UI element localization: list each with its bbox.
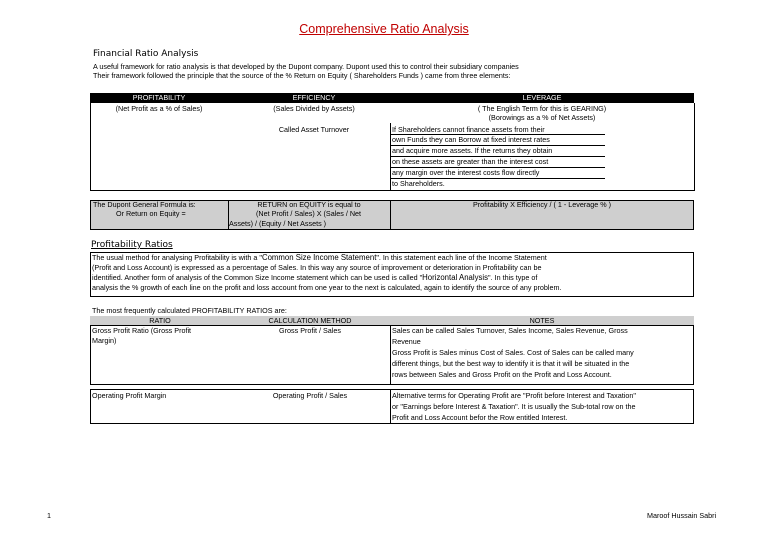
leverage-definition: (Borowings as a % of Net Assets)	[488, 113, 596, 122]
row-2-divider	[390, 389, 391, 424]
row-2-notes-2: or "Earnings before Interest & Taxation". It is usually the Sub-total row on the	[392, 402, 636, 411]
dupont-middle-1: RETURN on EQUITY is equal to	[257, 200, 361, 209]
leverage-text-5: any margin over the interest costs flow directly	[392, 168, 540, 177]
profitability-ratios-line-3: identified. Another form of analysis of the Common Size Income statement which can be used is called "Horizontal Analysis". In this type of	[92, 273, 538, 282]
ratios-table-caption: The most frequently calculated PROFITABILITY RATIOS are:	[92, 306, 287, 315]
intro-heading: Financial Ratio Analysis	[93, 49, 199, 59]
ratios-col-notes: NOTES	[529, 316, 555, 325]
elements-left-border	[90, 103, 91, 190]
efficiency-desc: (Sales Divided by Assets)	[273, 104, 355, 113]
leverage-text-2: own Funds they can Borrow at fixed interest rates	[392, 135, 550, 144]
profitability-desc: (Net Profit as a % of Sales)	[115, 104, 203, 113]
leverage-term: ( The English Term for this is GEARING)	[477, 104, 607, 113]
author-name: Maroof Hussain Sabri	[647, 511, 717, 520]
row-1-notes-5: rows between Sales and Gross Profit on the Profit and Loss Account.	[392, 370, 612, 379]
efficiency-header: EFFICIENCY	[292, 93, 336, 102]
page-title: Comprehensive Ratio Analysis	[299, 22, 469, 36]
efficiency-note: Called Asset Turnover	[278, 125, 350, 134]
row-2-method: Operating Profit / Sales	[272, 391, 348, 400]
leverage-header: LEVERAGE	[522, 93, 562, 102]
leverage-text-1: If Shareholders cannot finance assets from their	[392, 125, 545, 134]
row-1-notes-1: Sales can be called Sales Turnover, Sales Income, Sales Revenue, Gross	[392, 326, 628, 335]
profitability-ratios-line-4: analysis the % growth of each line on the profit and loss account from one year to the next is calculated, again to identify the source of any problem.	[92, 283, 562, 292]
row-1-notes-2: Revenue	[392, 337, 421, 346]
ratios-col-method: CALCULATION METHOD	[268, 316, 352, 325]
row-2-notes-3: Profit and Loss Account befor the Row entitled Interest.	[392, 413, 568, 422]
row-1-notes-3: Gross Profit is Sales minus Cost of Sales. Cost of Sales can be called many	[392, 348, 634, 357]
elements-header-bar	[90, 93, 694, 103]
row-1-method: Gross Profit / Sales	[279, 326, 341, 335]
row-2-notes-1: Alternative terms for Operating Profit are "Profit before Interest and Taxation"	[392, 391, 636, 400]
intro-line-2: Their framework followed the principle that the source of the % Return on Equity ( Shareholders Funds ) came from three elements:	[93, 71, 511, 80]
profitability-ratios-line-1: The usual method for analysing Profitability is with a "Common Size Income Statement". In this statement each line of the Income Statement	[92, 253, 547, 262]
ratios-col-ratio: RATIO	[149, 316, 171, 325]
profitability-header: PROFITABILITY	[132, 93, 186, 102]
leverage-text-6: to Shareholders.	[392, 179, 445, 188]
dupont-label-1: The Dupont General Formula is:	[93, 200, 196, 209]
row-1-ratio-1: Gross Profit Ratio (Gross Profit	[92, 326, 192, 335]
row-1-divider	[390, 325, 391, 385]
row-2-ratio: Operating Profit Margin	[92, 391, 167, 400]
dupont-right: Profitability X Efficiency / ( 1 - Leverage % )	[472, 200, 612, 209]
elements-right-border	[694, 103, 695, 190]
row-1-notes-4: different things, but the best way to identify it is that it will be situated in the	[392, 359, 630, 368]
leverage-text-3: and acquire more assets. If the returns they obtain	[392, 146, 553, 155]
page-number: 1	[47, 511, 51, 520]
dupont-label-2: Or Return on Equity =	[116, 209, 186, 218]
profitability-ratios-line-2: (Profit and Loss Account) is expressed as a percentage of Sales. In this way any source of improvement or deterioration in Profitability can be	[92, 263, 542, 272]
dupont-middle-2: (Net Profit / Sales) X (Sales / Net	[256, 209, 362, 218]
leverage-text-4: on these assets are greater than the interest cost	[392, 157, 549, 166]
profitability-ratios-heading: Profitability Ratios	[91, 240, 173, 250]
elements-bottom-border	[90, 190, 695, 191]
row-1-ratio-2: Margin)	[92, 336, 117, 345]
dupont-middle-3: Assets) / (Equity / Net Assets )	[229, 219, 327, 228]
intro-line-1: A useful framework for ratio analysis is that developed by the Dupont company. Dupont used this to control their subsidiary companies	[93, 62, 519, 71]
